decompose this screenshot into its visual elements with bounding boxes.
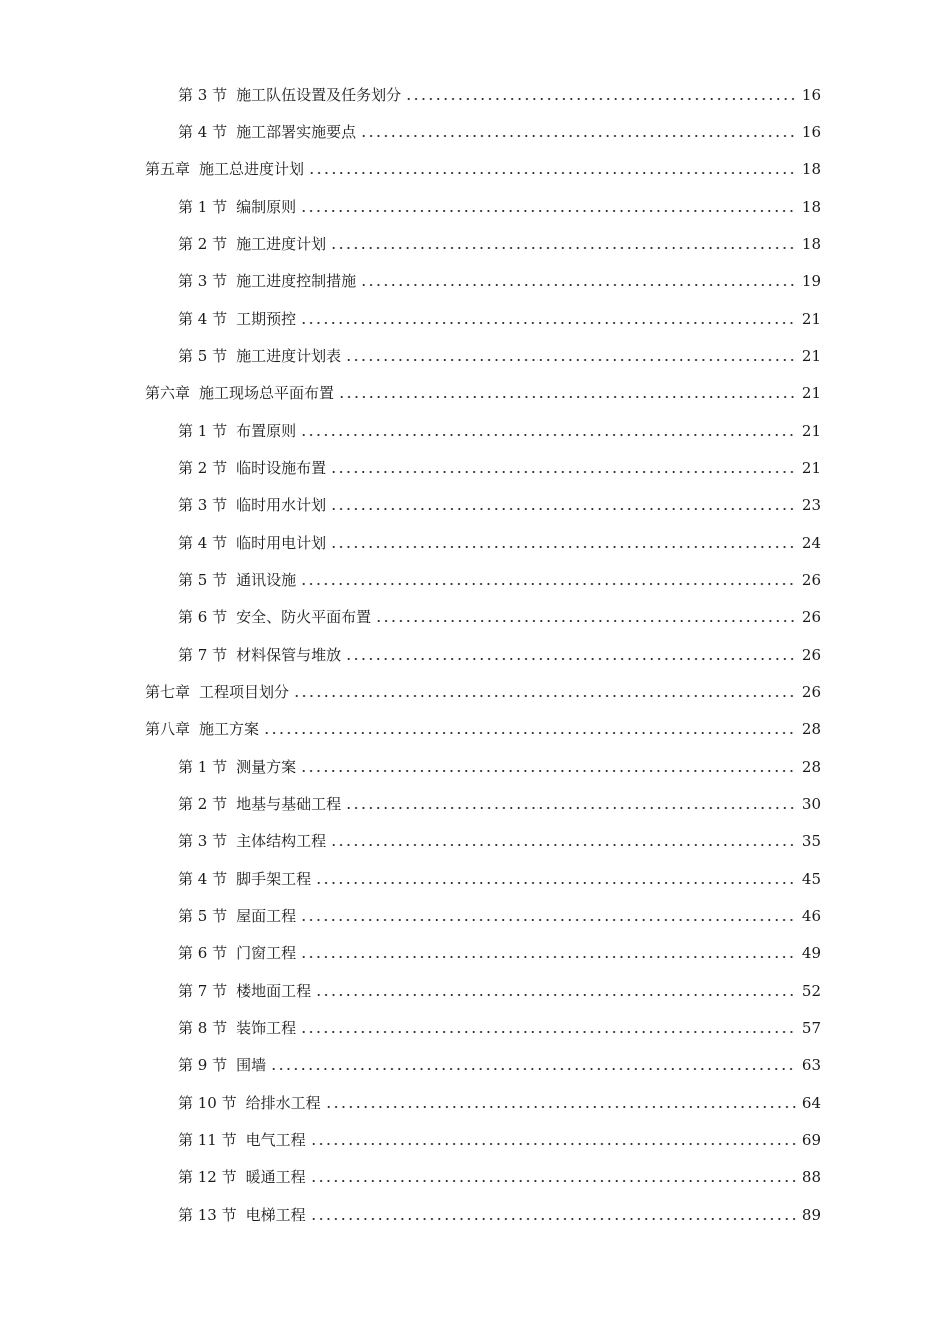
toc-entry-number: 第 7 节 (178, 645, 228, 664)
toc-entry-label (145, 383, 334, 403)
toc-page-number: 19 (801, 272, 821, 291)
toc-dot-leader (360, 135, 797, 137)
toc-entry-number: 第 6 节 (178, 608, 228, 627)
toc-entry-title: 临时用水计划 (236, 496, 327, 515)
toc-entry-title: 施工现场总平面布置 (199, 384, 335, 403)
toc-entry-number: 第 5 节 (178, 906, 228, 925)
toc-entry-label (178, 794, 341, 814)
toc-page-number: 21 (801, 421, 821, 440)
toc-page-number: 63 (801, 1056, 821, 1075)
toc-entry-title: 门窗工程 (236, 944, 297, 963)
toc-dot-leader (375, 620, 797, 622)
toc-entry-section[interactable] (0, 1047, 950, 1084)
toc-dot-leader (300, 434, 797, 436)
toc-entry-section[interactable] (0, 599, 950, 636)
toc-entry-title: 测量方案 (236, 757, 297, 776)
toc-entry-label (178, 309, 296, 329)
toc-entry-number: 第 2 节 (178, 234, 228, 253)
toc-entry-section[interactable] (0, 76, 950, 113)
toc-dot-leader (330, 844, 797, 846)
toc-entry-number: 第 13 节 (178, 1205, 237, 1224)
toc-entry-label (178, 458, 326, 478)
toc-dot-leader (300, 210, 797, 212)
toc-entry-section[interactable] (0, 935, 950, 972)
toc-entry-title: 材料保管与堆放 (236, 645, 342, 664)
toc-entry-title: 通讯设施 (236, 570, 297, 589)
toc-entry-title: 施工总进度计划 (199, 160, 305, 179)
toc-entry-label (178, 1093, 321, 1113)
toc-dot-leader (330, 471, 797, 473)
toc-dot-leader (310, 1218, 797, 1220)
toc-page-number: 64 (801, 1093, 821, 1112)
toc-entry-section[interactable] (0, 636, 950, 673)
toc-page-number: 26 (801, 608, 821, 627)
toc-dot-leader (300, 770, 797, 772)
toc-entry-label (178, 234, 326, 254)
toc-entry-number: 第 2 节 (178, 794, 228, 813)
toc-dot-leader (338, 396, 797, 398)
toc-entry-number: 第 1 节 (178, 421, 228, 440)
toc-entry-section[interactable] (0, 300, 950, 337)
toc-entry-section[interactable] (0, 897, 950, 934)
toc-dot-leader (330, 247, 797, 249)
toc-dot-leader (300, 322, 797, 324)
toc-entry-label (178, 346, 341, 366)
toc-entry-label (178, 645, 341, 665)
toc-entry-label (178, 831, 326, 851)
toc-dot-leader (310, 1180, 797, 1182)
toc-entry-title: 施工队伍设置及任务划分 (236, 85, 402, 104)
toc-page-number: 21 (801, 458, 821, 477)
toc-page-number: 16 (801, 122, 821, 141)
toc-entry-number: 第 11 节 (178, 1130, 237, 1149)
toc-entry-title: 主体结构工程 (236, 832, 327, 851)
toc-entry-number: 第六章 (145, 384, 191, 403)
toc-entry-number: 第 1 节 (178, 197, 228, 216)
toc-entry-label (178, 570, 296, 590)
toc-page-number: 28 (801, 757, 821, 776)
toc-entry-number: 第 4 节 (178, 309, 228, 328)
toc-page-number: 28 (801, 720, 821, 739)
toc-entry-label (178, 607, 371, 627)
toc-entry-title: 围墙 (236, 1056, 267, 1075)
toc-entry-title: 施工进度计划表 (236, 346, 342, 365)
toc-page-number: 69 (801, 1130, 821, 1149)
toc-entry-section[interactable] (0, 337, 950, 374)
toc-page-number: 52 (801, 981, 821, 1000)
toc-dot-leader (293, 695, 797, 697)
toc-page-number: 57 (801, 1018, 821, 1037)
toc-entry-title: 布置原则 (236, 421, 297, 440)
toc-page-number: 18 (801, 197, 821, 216)
toc-entry-number: 第 5 节 (178, 570, 228, 589)
toc-entry-title: 电梯工程 (245, 1205, 306, 1224)
toc-dot-leader (310, 1143, 797, 1145)
toc-entry-section[interactable] (0, 412, 950, 449)
toc-entry-label (178, 85, 401, 105)
toc-entry-label (178, 1018, 296, 1038)
toc-page-number: 24 (801, 533, 821, 552)
toc-entry-label (178, 943, 296, 963)
toc-entry-section[interactable] (0, 1121, 950, 1158)
toc-entry-title: 临时用电计划 (236, 533, 327, 552)
table-of-contents (0, 76, 950, 1233)
toc-page-number: 49 (801, 944, 821, 963)
toc-entry-section[interactable] (0, 561, 950, 598)
toc-entry-number: 第 3 节 (178, 85, 228, 104)
toc-entry-title: 施工进度计划 (236, 234, 327, 253)
toc-entry-label (178, 1167, 306, 1187)
toc-entry-label (178, 906, 296, 926)
toc-entry-label (178, 533, 326, 553)
toc-dot-leader (345, 359, 797, 361)
toc-entry-section[interactable] (0, 449, 950, 486)
toc-entry-title: 脚手架工程 (236, 869, 312, 888)
toc-entry-title: 地基与基础工程 (236, 794, 342, 813)
toc-entry-title: 施工方案 (199, 720, 260, 739)
toc-entry-section[interactable] (0, 1196, 950, 1233)
toc-dot-leader (360, 284, 797, 286)
toc-dot-leader (330, 546, 797, 548)
toc-entry-number: 第 9 节 (178, 1056, 228, 1075)
toc-dot-leader (300, 1031, 797, 1033)
toc-entry-section[interactable] (0, 1159, 950, 1196)
toc-page-number: 21 (801, 309, 821, 328)
toc-page-number: 26 (801, 645, 821, 664)
toc-dot-leader (325, 1106, 797, 1108)
toc-entry-title: 安全、防火平面布置 (236, 608, 372, 627)
toc-entry-number: 第 4 节 (178, 122, 228, 141)
toc-entry-number: 第七章 (145, 682, 191, 701)
toc-entry-title: 楼地面工程 (236, 981, 312, 1000)
toc-entry-number: 第 2 节 (178, 458, 228, 477)
toc-dot-leader (330, 508, 797, 510)
toc-entry-label (178, 981, 311, 1001)
toc-entry-section[interactable] (0, 860, 950, 897)
toc-page-number: 21 (801, 384, 821, 403)
toc-entry-label (178, 869, 311, 889)
toc-entry-title: 施工进度控制措施 (236, 272, 357, 291)
toc-entry-section[interactable] (0, 972, 950, 1009)
toc-entry-number: 第 5 节 (178, 346, 228, 365)
toc-dot-leader (315, 882, 797, 884)
toc-entry-title: 给排水工程 (245, 1093, 321, 1112)
toc-entry-title: 编制原则 (236, 197, 297, 216)
toc-page-number: 45 (801, 869, 821, 888)
toc-entry-number: 第 8 节 (178, 1018, 228, 1037)
toc-entry-label (178, 1205, 306, 1225)
toc-entry-number: 第 1 节 (178, 757, 228, 776)
toc-entry-number: 第 3 节 (178, 496, 228, 515)
toc-entry-label (178, 757, 296, 777)
toc-dot-leader (405, 98, 797, 100)
toc-entry-title: 施工部署实施要点 (236, 122, 357, 141)
toc-page-number: 21 (801, 346, 821, 365)
toc-dot-leader (300, 583, 797, 585)
toc-entry-section[interactable] (0, 487, 950, 524)
toc-entry-number: 第 6 节 (178, 944, 228, 963)
toc-entry-label (145, 682, 289, 702)
toc-entry-section[interactable] (0, 1084, 950, 1121)
toc-entry-number: 第 3 节 (178, 832, 228, 851)
toc-entry-label (178, 495, 326, 515)
toc-page-number: 46 (801, 906, 821, 925)
toc-entry-section[interactable] (0, 748, 950, 785)
toc-page-number: 16 (801, 85, 821, 104)
toc-page-number: 89 (801, 1205, 821, 1224)
toc-entry-title: 工程项目划分 (199, 682, 290, 701)
toc-entry-number: 第 4 节 (178, 533, 228, 552)
toc-entry-chapter[interactable] (0, 375, 950, 412)
toc-dot-leader (315, 994, 797, 996)
toc-entry-label (145, 719, 259, 739)
toc-entry-label (178, 421, 296, 441)
toc-dot-leader (300, 919, 797, 921)
toc-entry-section[interactable] (0, 113, 950, 150)
toc-page-number: 23 (801, 496, 821, 515)
toc-entry-number: 第 7 节 (178, 981, 228, 1000)
toc-entry-label (178, 122, 356, 142)
toc-dot-leader (300, 956, 797, 958)
toc-entry-label (178, 1055, 266, 1075)
toc-dot-leader (345, 807, 797, 809)
toc-page-number: 35 (801, 832, 821, 851)
toc-entry-label (178, 1130, 306, 1150)
toc-entry-section[interactable] (0, 524, 950, 561)
toc-entry-title: 装饰工程 (236, 1018, 297, 1037)
toc-page-number: 30 (801, 794, 821, 813)
toc-entry-number: 第 10 节 (178, 1093, 237, 1112)
toc-dot-leader (270, 1068, 797, 1070)
toc-entry-number: 第五章 (145, 160, 191, 179)
toc-entry-section[interactable] (0, 188, 950, 225)
toc-page-number: 26 (801, 570, 821, 589)
toc-entry-title: 电气工程 (245, 1130, 306, 1149)
toc-dot-leader (308, 172, 797, 174)
toc-entry-chapter[interactable] (0, 673, 950, 710)
toc-entry-section[interactable] (0, 823, 950, 860)
toc-entry-title: 屋面工程 (236, 906, 297, 925)
toc-page-number: 18 (801, 160, 821, 179)
toc-entry-section[interactable] (0, 225, 950, 262)
toc-dot-leader (345, 658, 797, 660)
toc-entry-chapter[interactable] (0, 151, 950, 188)
toc-page-number: 18 (801, 234, 821, 253)
toc-page-number: 88 (801, 1168, 821, 1187)
toc-entry-label (178, 271, 356, 291)
toc-entry-title: 暖通工程 (245, 1168, 306, 1187)
toc-entry-number: 第 12 节 (178, 1168, 237, 1187)
toc-entry-number: 第八章 (145, 720, 191, 739)
toc-entry-number: 第 3 节 (178, 272, 228, 291)
toc-entry-chapter[interactable] (0, 711, 950, 748)
toc-entry-section[interactable] (0, 263, 950, 300)
toc-entry-section[interactable] (0, 1009, 950, 1046)
toc-entry-label (145, 159, 304, 179)
toc-page-number: 26 (801, 682, 821, 701)
toc-dot-leader (263, 732, 797, 734)
toc-entry-title: 工期预控 (236, 309, 297, 328)
toc-entry-label (178, 197, 296, 217)
toc-entry-number: 第 4 节 (178, 869, 228, 888)
toc-entry-title: 临时设施布置 (236, 458, 327, 477)
toc-entry-section[interactable] (0, 785, 950, 822)
